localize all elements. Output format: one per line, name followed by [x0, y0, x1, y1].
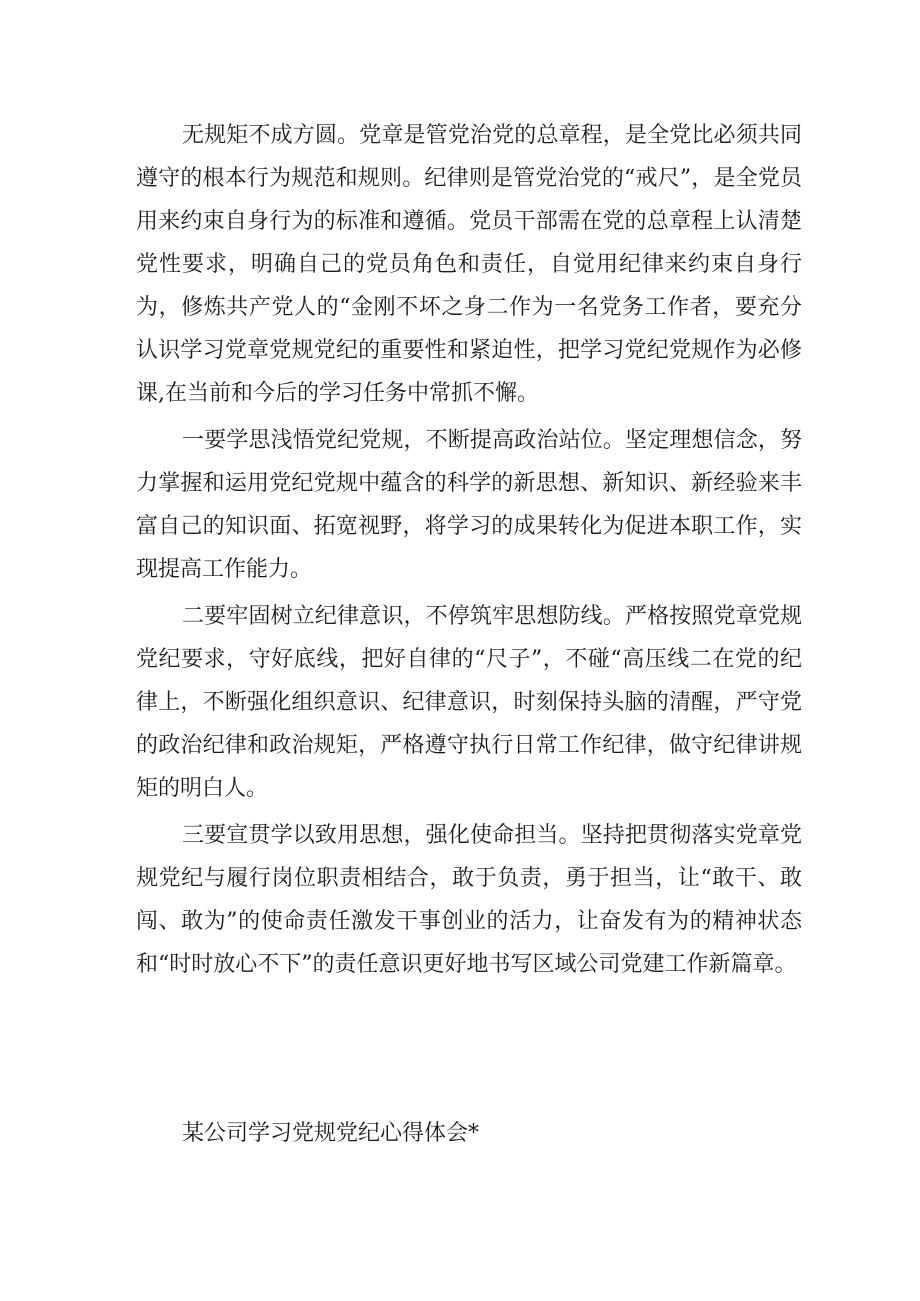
paragraph-intro: 无规矩不成方圆。党章是管党治党的总章程，是全党比必须共同遵守的根本行为规范和规则。纪律则是管党治党的“戒尺”，是全党员用来约束自身行为的标准和遵循。党员干部需在党的总章程上认清楚党性要求，明确自己的党员角色和责任，自觉用纪律来约束自身行为，修炼共产党人的“金刚不坏之身二作为一名党务工作者，要充分认识学习党章党规党纪的重要性和紧迫性，把学习党纪党规作为必修课,在当前和今后的学习任务中常抓不懈。 [136, 123, 802, 406]
paragraph-point-two: 二要牢固树立纪律意识，不停筑牢思想防线。严格按照党章党规党纪要求，守好底线，把好自律的“尺子”，不碰“高压线二在党的纪律上，不断强化组织意识、纪律意识，时刻保持头脑的清醒，严守党的政治纪律和政治规矩，严格遵守执行日常工作纪律，做守纪律讲规矩的明白人。 [136, 604, 802, 801]
document-body [136, 114, 802, 990]
paragraph-point-one: 一要学思浅悟党纪党规，不断提高政治站位。坚定理想信念，努力掌握和运用党纪党规中蕴含的科学的新思想、新知识、新经验来丰富自己的知识面、拓宽视野，将学习的成果转化为促进本职工作，实现提高工作能力。 [136, 428, 802, 582]
paragraph-point-three: 三要宣贯学以致用思想，强化使命担当。坚持把贯彻落实党章党规党纪与履行岗位职责相结合，敢于负责，勇于担当，让“敢干、敢闯、敢为”的使命责任激发干事创业的活力，让奋发有为的精神状态和“时时放心不下”的责任意识更好地书写区域公司党建工作新篇章。 [136, 823, 802, 977]
section-title: 某公司学习党规党纪心得体会* [182, 1121, 480, 1146]
